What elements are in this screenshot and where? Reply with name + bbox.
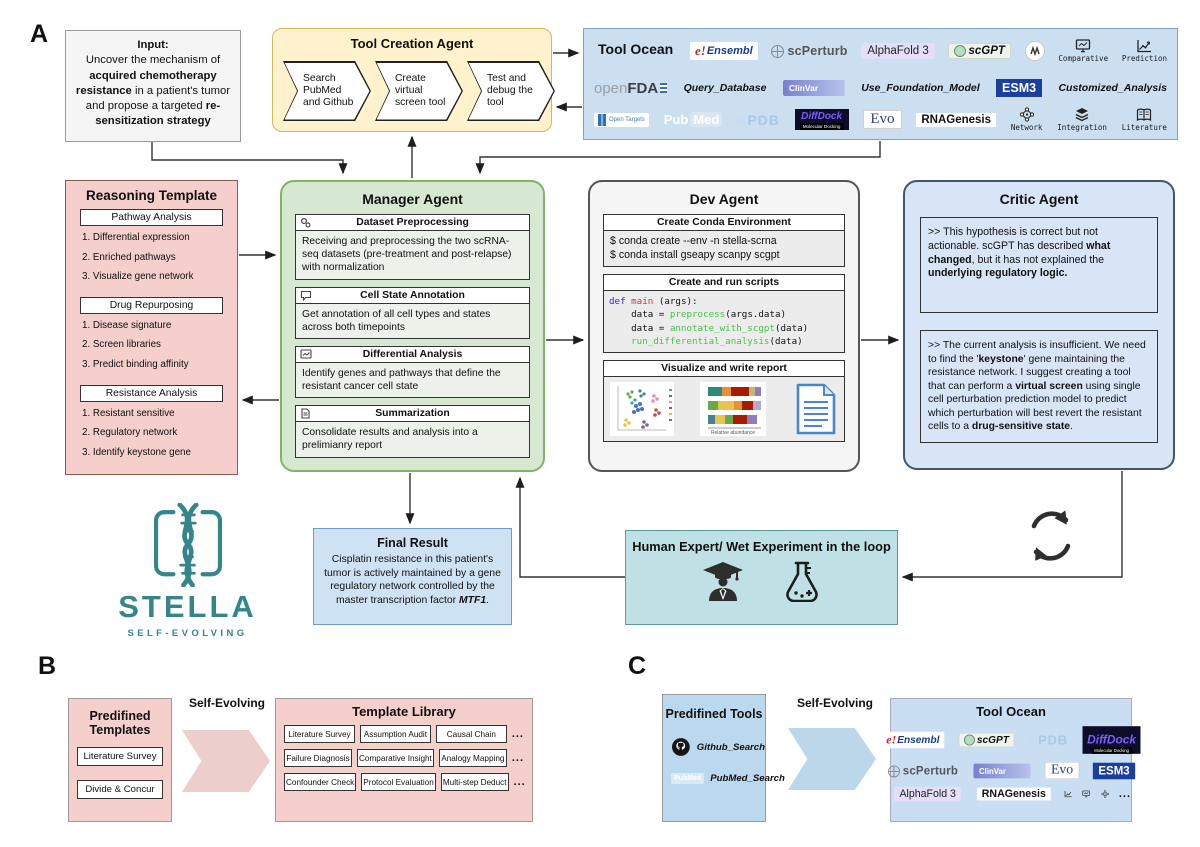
ensembl-logo: e! Ensembl bbox=[690, 42, 758, 60]
manager-section-summarization: Summarization Consolidate results and analysis into a prelimianry report bbox=[295, 405, 530, 457]
critic-agent-box bbox=[903, 180, 1175, 470]
manager-section-annotation: Cell State Annotation Get annotation of all cell types and states across both timepoints bbox=[295, 287, 530, 339]
section-title: Visualize and write report bbox=[604, 361, 844, 377]
panel-c-label: C bbox=[628, 652, 647, 680]
scgpt-logo: scGPT bbox=[959, 733, 1015, 748]
alphafold-logo: AlphaFold 3 bbox=[861, 43, 934, 59]
critic-note-2: >> The current analysis is insufficient. We need to find the 'keystone' gene maintaining the resistance network. I suggest creating a tool that can perform a virtual screen using single cell perturbation prediction model to predict which perturbation will best revert the resistant cells to a drug-sensitive state. bbox=[920, 330, 1158, 443]
reasoning-template-title: Reasoning Template bbox=[85, 188, 218, 203]
self-evolving-label-c: Self-Evolving bbox=[796, 696, 873, 710]
scgpt-icon bbox=[964, 734, 975, 745]
open-targets-logo: Open Targets bbox=[594, 113, 649, 127]
integration-tool: Integration bbox=[1057, 107, 1107, 132]
input-seg2: acquired chemotherapy resistance bbox=[75, 69, 217, 97]
open-targets-icon bbox=[598, 114, 606, 126]
network-icon bbox=[1019, 107, 1035, 122]
section-title: Resistance Analysis bbox=[80, 385, 223, 402]
bar-chart-xlabel: Relative abundance bbox=[710, 430, 756, 437]
manager-section-preprocessing: Dataset Preprocessing Receiving and preprocessing the two scRNA-seq datasets (pre-treatment and post-relapse) with normalization bbox=[295, 214, 530, 280]
step-1-label: Search PubMed and Github bbox=[303, 73, 354, 108]
stella-brand-text: STELLA bbox=[118, 589, 257, 624]
reasoning-section-resistance bbox=[80, 385, 223, 463]
input-seg3: in a patient's tumor and propose a targeted bbox=[85, 84, 231, 112]
pubmed-search-tool: PubMed PubMed_Search bbox=[671, 773, 765, 784]
code-block: def main (args): data = preprocess(args.data) data = annotate_with_scgpt(data) run_differential_analysis(data) bbox=[604, 291, 844, 352]
esm3-logo: ESM3 bbox=[1093, 762, 1135, 779]
fda-flag-icon bbox=[660, 83, 667, 93]
stella-dna-icon bbox=[142, 503, 234, 587]
self-evolving-chevrons-b bbox=[182, 730, 270, 792]
list-item: 1. Differential expression bbox=[82, 232, 190, 243]
network-icon bbox=[1101, 787, 1109, 801]
section-body: Consolidate results and analysis into a prelimianry report bbox=[296, 422, 529, 456]
tool-creation-title: Tool Creation Agent bbox=[350, 36, 474, 51]
scgpt-logo: scGPT bbox=[948, 43, 1010, 59]
template-library-title: Template Library bbox=[352, 704, 456, 719]
diffdock-logo: DiffDock Molecular Docking bbox=[795, 109, 849, 130]
evo-logo: Evo bbox=[863, 110, 901, 129]
step-3-label: Test and debug the tool bbox=[487, 73, 533, 108]
tool-ocean-row-2 bbox=[594, 79, 1167, 97]
input-seg4: re-sensitization strategy bbox=[95, 100, 221, 128]
library-cell: Confounder Check bbox=[284, 773, 356, 791]
section-title: Drug Repurposing bbox=[80, 297, 223, 314]
report-document-icon bbox=[792, 382, 838, 436]
section-body: Receiving and preprocessing the two scRNA-seq datasets (pre-treatment and post-relapse) with normalization bbox=[296, 231, 529, 279]
ellipsis: ... bbox=[511, 752, 525, 764]
self-evolving-chevrons-c bbox=[788, 728, 876, 790]
umap-plot-thumbnail bbox=[610, 382, 674, 436]
section-title: Pathway Analysis bbox=[80, 209, 223, 226]
github-search-tool: Github_Search bbox=[671, 737, 765, 757]
critic-note-1: >> This hypothesis is correct but not actionable. scGPT has described what changed, but it has not explained the underlying regulatory logic. bbox=[920, 217, 1158, 313]
tool-ocean-c-title: Tool Ocean bbox=[976, 704, 1046, 719]
list-item: 2. Regulatory network bbox=[82, 427, 178, 439]
round-model-logo-icon bbox=[1025, 41, 1045, 61]
list-item: 3. Identify keystone gene bbox=[82, 446, 191, 458]
prediction-tool: Prediction bbox=[1122, 39, 1167, 63]
stacked-bar-chart-thumbnail bbox=[700, 382, 766, 436]
library-cell: Literature Survey bbox=[284, 725, 355, 743]
reasoning-section-drug bbox=[80, 297, 223, 375]
ellipsis: ... bbox=[511, 728, 524, 740]
self-evolving-label-b: Self-Evolving bbox=[188, 696, 265, 710]
final-result-box: Final Result Cisplatin resistance in this patient's tumor is actively maintained by a gene regulatory network controlled by the master transcription factor MTF1. bbox=[313, 528, 512, 625]
human-expert-title: Human Expert/ Wet Experiment in the loop bbox=[632, 539, 891, 554]
step-chevron bbox=[375, 61, 463, 121]
tool-creation-agent-box bbox=[272, 28, 552, 132]
input-title: Input: bbox=[137, 39, 169, 51]
list-item: 3. Predict binding affinity bbox=[82, 358, 189, 370]
globe-icon bbox=[888, 765, 900, 777]
github-icon bbox=[671, 737, 691, 757]
prediction-chart-icon bbox=[1064, 787, 1072, 801]
pdb-logo: ≡ PDB bbox=[1029, 732, 1069, 748]
step-chevron bbox=[283, 61, 371, 121]
conda-line: $ conda install gseapy scanpy scgpt bbox=[610, 248, 780, 261]
tool-ocean-row-3 bbox=[594, 107, 1167, 132]
network-tool: Network bbox=[1011, 107, 1043, 132]
conda-line: $ conda create --env -n stella-scrna bbox=[610, 235, 777, 247]
esm3-logo: ESM3 bbox=[996, 79, 1042, 97]
library-cell: Causal Chain bbox=[436, 725, 507, 743]
tool-ocean-title: Tool Ocean bbox=[598, 41, 674, 57]
scgpt-icon bbox=[954, 45, 966, 57]
document-pencil-icon bbox=[300, 408, 311, 419]
section-body: Get annotation of all cell types and states across both timepoints bbox=[296, 304, 529, 338]
clinvar-logo: ClinVar bbox=[973, 763, 1030, 778]
ellipsis: ... bbox=[1118, 788, 1132, 800]
tool-ocean-c-box bbox=[886, 698, 1137, 822]
alphafold-logo: AlphaFold 3 bbox=[894, 787, 962, 802]
library-cell: Multi-step Deduct bbox=[441, 773, 509, 791]
ensembl-logo: e! Ensembl bbox=[881, 732, 943, 749]
pubmed-icon: PubMed bbox=[671, 773, 704, 784]
refresh-loop-icon bbox=[1022, 506, 1080, 566]
list-item: 2. Screen libraries bbox=[82, 339, 161, 351]
template-library-box bbox=[275, 698, 533, 822]
diffdock-logo: DiffDock Molecular Docking bbox=[1083, 726, 1141, 754]
dev-agent-box bbox=[588, 180, 860, 472]
use-foundation-model-label: Use_Foundation_Model bbox=[861, 82, 980, 94]
panel-a-label: A bbox=[30, 20, 49, 48]
list-item: 1. Resistant sensitive bbox=[82, 407, 175, 419]
clinvar-logo: ClinVar bbox=[783, 80, 845, 96]
reasoning-section-pathway bbox=[80, 209, 223, 287]
manager-agent-box bbox=[280, 180, 545, 472]
openfda-logo: open FDA bbox=[594, 80, 667, 97]
library-cell: Failure Diagnosis bbox=[284, 749, 352, 767]
input-box bbox=[65, 30, 241, 142]
section-body: Identify genes and pathways that define the resistant cancer cell state bbox=[296, 363, 529, 397]
list-item: 1. Disease signature bbox=[82, 319, 172, 331]
pdb-bars-icon: ≡ bbox=[1029, 732, 1038, 748]
predefined-tools-box bbox=[662, 694, 785, 822]
ellipsis: ... bbox=[513, 776, 526, 788]
comment-icon bbox=[300, 290, 312, 301]
list-item: 3. Visualize gene network bbox=[82, 271, 194, 283]
step-2-label: Create virtual screen tool bbox=[395, 73, 446, 108]
prediction-chart-icon bbox=[1136, 39, 1152, 53]
scperturb-logo: scPerturb bbox=[771, 44, 847, 58]
section-title: Create Conda Environment bbox=[604, 215, 844, 231]
comparative-monitor-icon bbox=[1082, 787, 1090, 801]
comparative-tool: Comparative bbox=[1058, 39, 1108, 63]
library-cell: Analogy Mapping bbox=[439, 749, 507, 767]
tool-ocean-box bbox=[583, 28, 1178, 140]
dev-agent-title: Dev Agent bbox=[689, 191, 759, 207]
integration-layers-icon bbox=[1074, 107, 1090, 122]
gene-name: MTF1 bbox=[458, 594, 487, 606]
library-cell: Assumption Audit bbox=[360, 725, 431, 743]
tool-creation-steps bbox=[283, 61, 555, 121]
human-expert-box bbox=[625, 530, 898, 625]
gears-icon bbox=[300, 217, 311, 228]
graduate-icon bbox=[701, 560, 745, 602]
template-item: Literature Survey bbox=[77, 747, 163, 766]
dev-section-report bbox=[603, 360, 845, 442]
critic-agent-title: Critic Agent bbox=[999, 191, 1079, 207]
pdb-bars-icon: ≡ bbox=[737, 111, 747, 128]
globe-icon bbox=[771, 45, 784, 58]
input-seg1: Uncover the mechanism of bbox=[85, 54, 221, 67]
stella-logo bbox=[95, 503, 280, 643]
tool-ocean-row-1 bbox=[594, 39, 1167, 63]
library-cell: Protocol Evaluation bbox=[361, 773, 436, 791]
chart-monitor-icon bbox=[300, 349, 312, 360]
query-database-label: Query_Database bbox=[683, 82, 767, 94]
manager-agent-title: Manager Agent bbox=[362, 191, 463, 207]
step-chevron bbox=[467, 61, 555, 121]
predefined-tools-title: Predifined Tools bbox=[665, 707, 763, 721]
final-result-title: Final Result bbox=[377, 536, 448, 550]
stella-tagline: SELF-EVOLVING bbox=[127, 628, 248, 639]
customized-analysis-label: Customized_Analysis bbox=[1058, 82, 1167, 94]
template-item: Divide & Concur bbox=[77, 780, 163, 799]
rnagenesis-logo: RNAGenesis bbox=[916, 113, 996, 127]
literature-book-icon bbox=[1136, 108, 1152, 122]
comparative-monitor-icon bbox=[1075, 39, 1091, 53]
rnagenesis-logo: RNAGenesis bbox=[978, 788, 1051, 801]
list-item: 2. Enriched pathways bbox=[82, 251, 176, 263]
dev-section-conda bbox=[603, 214, 845, 267]
evo-logo: Evo bbox=[1044, 762, 1079, 779]
flask-icon bbox=[781, 560, 823, 602]
panel-b-label: B bbox=[38, 652, 57, 680]
predefined-templates-title: Predifined Templates bbox=[89, 709, 151, 738]
pdb-logo: ≡ PDB bbox=[737, 111, 780, 128]
pubmed-logo: Pub Med bbox=[664, 112, 723, 127]
scperturb-logo: scPerturb bbox=[888, 764, 958, 777]
dev-section-scripts bbox=[603, 274, 845, 353]
library-cell: Comparative Insight bbox=[357, 749, 434, 767]
reasoning-template-box bbox=[65, 180, 238, 475]
literature-tool: Literature bbox=[1122, 108, 1167, 132]
manager-section-differential: Differential Analysis Identify genes and pathways that define the resistant cancer cell state bbox=[295, 346, 530, 398]
predefined-templates-box bbox=[68, 698, 172, 822]
section-title: Create and run scripts bbox=[604, 275, 844, 291]
